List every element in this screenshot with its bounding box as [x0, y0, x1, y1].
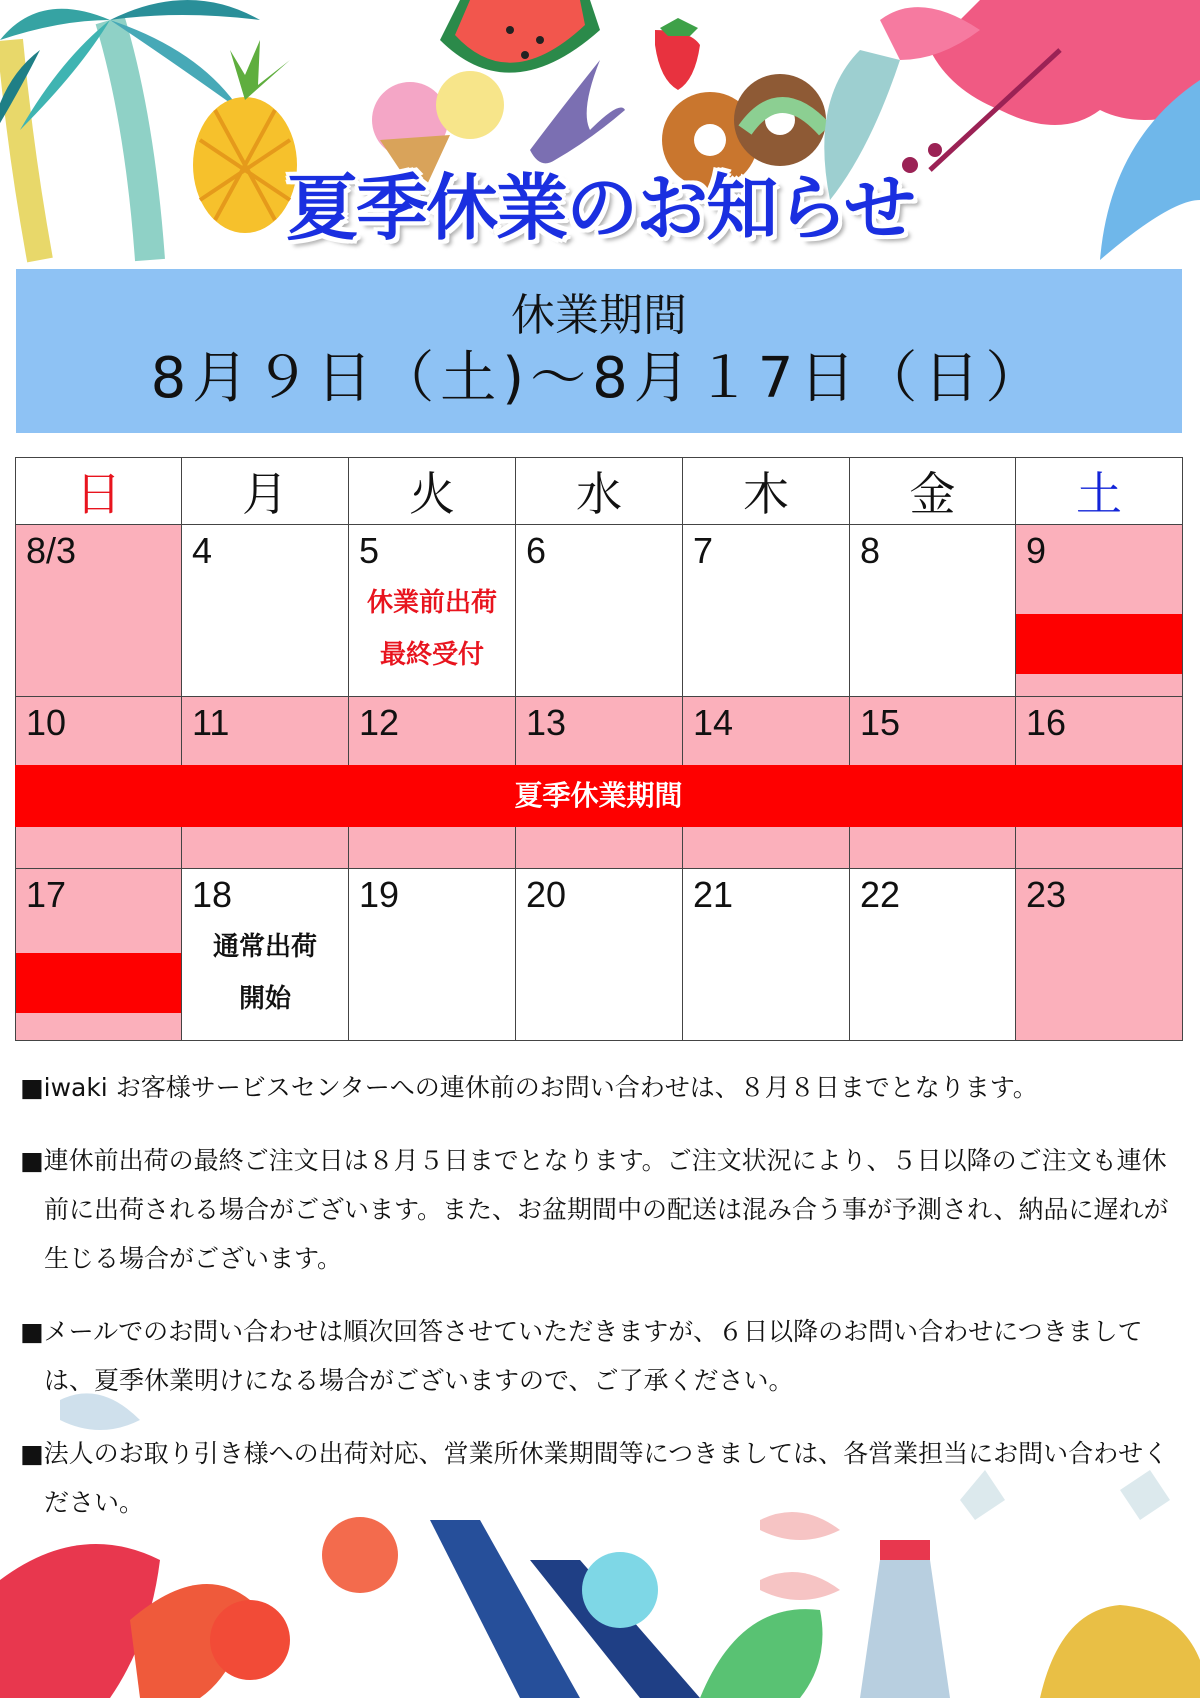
- notice-item: ■メールでのお問い合わせは順次回答させていただきますが、６日以降のお問い合わせにつきましては、夏季休業明けになる場合がございますので、ご了承ください。: [20, 1317, 1143, 1395]
- notice-list: [20, 1063, 1180, 1551]
- watermelon-icon: [440, 0, 600, 73]
- weekday-sunday: 日: [16, 458, 182, 525]
- calendar-day-cell: [850, 869, 1016, 1041]
- calendar-day-cell: [1016, 525, 1183, 697]
- day-number: 18: [192, 874, 233, 915]
- note-line: 通常出荷: [212, 932, 317, 962]
- calendar-day-cell: [516, 869, 683, 1041]
- holiday-calendar: [15, 457, 1183, 1041]
- last-shipping-order-note: [349, 577, 515, 681]
- day-number: 17: [26, 874, 67, 915]
- calendar-day-cell: [683, 869, 850, 1041]
- day-number: 16: [1026, 702, 1067, 743]
- day-number: 4: [192, 530, 213, 571]
- note-line: 休業前出荷: [366, 588, 497, 618]
- day-number: 7: [693, 530, 714, 571]
- day-number: 10: [26, 702, 67, 743]
- shipping-resume-note: [182, 921, 348, 1025]
- bird-icon: [530, 60, 625, 163]
- day-number: 22: [860, 874, 901, 915]
- calendar-day-cell: [182, 869, 349, 1041]
- day-number: 15: [860, 702, 901, 743]
- day-number: 8/3: [26, 530, 77, 571]
- weekday-thursday: 木: [683, 458, 850, 525]
- day-number: 23: [1026, 874, 1067, 915]
- calendar-day-cell: [349, 525, 516, 697]
- weekday-saturday: 土: [1016, 458, 1183, 525]
- day-number: 20: [526, 874, 567, 915]
- summer-holiday-period-bar: 夏季休業期間: [15, 765, 1182, 827]
- day-number: 9: [1026, 530, 1047, 571]
- day-number: 19: [359, 874, 400, 915]
- closure-period-label: 休業期間: [511, 290, 687, 341]
- calendar-day-cell: [850, 525, 1016, 697]
- strawberry-icon: [655, 18, 700, 90]
- calendar-day-cell: [16, 869, 182, 1041]
- note-line: 最終受付: [379, 640, 484, 670]
- notice-item: ■iwaki お客様サービスセンターへの連休前のお問い合わせは、８月８日までとなります。: [20, 1073, 1038, 1102]
- notice-item: ■法人のお取り引き様への出荷対応、営業所休業期間等につきましては、各営業担当にお問い合わせください。: [20, 1439, 1169, 1517]
- notice-item: ■連休前出荷の最終ご注文日は８月５日までとなります。ご注文状況により、５日以降のご注文も連休前に出荷される場合がございます。また、お盆期間中の配送は混み合う事が予測され、納品に遅れが生じる場合がございます。: [20, 1146, 1169, 1273]
- day-number: 13: [526, 702, 567, 743]
- day-number: 11: [192, 702, 230, 743]
- closure-start-marker: [1016, 614, 1182, 674]
- day-number: 21: [693, 874, 734, 915]
- calendar-day-cell: [16, 525, 182, 697]
- day-number: 14: [693, 702, 734, 743]
- closure-period-banner: [16, 269, 1182, 433]
- calendar-day-cell: [516, 525, 683, 697]
- closure-period-dates: 8月９日（土)～8月１7日（日）: [150, 346, 1048, 411]
- day-number: 5: [359, 530, 380, 571]
- day-number: 8: [860, 530, 881, 571]
- calendar-day-cell: [683, 525, 850, 697]
- calendar-day-cell: [1016, 869, 1183, 1041]
- day-number: 12: [359, 702, 400, 743]
- calendar-day-cell: [182, 525, 349, 697]
- page-title: 夏季休業のお知らせ: [286, 166, 914, 250]
- day-number: 6: [526, 530, 547, 571]
- note-line: 開始: [238, 984, 291, 1014]
- calendar-day-cell: [349, 869, 516, 1041]
- closure-end-marker: [16, 953, 181, 1013]
- weekday-friday: 金: [850, 458, 1016, 525]
- weekday-monday: 月: [182, 458, 349, 525]
- weekday-wednesday: 水: [516, 458, 683, 525]
- weekday-tuesday: 火: [349, 458, 516, 525]
